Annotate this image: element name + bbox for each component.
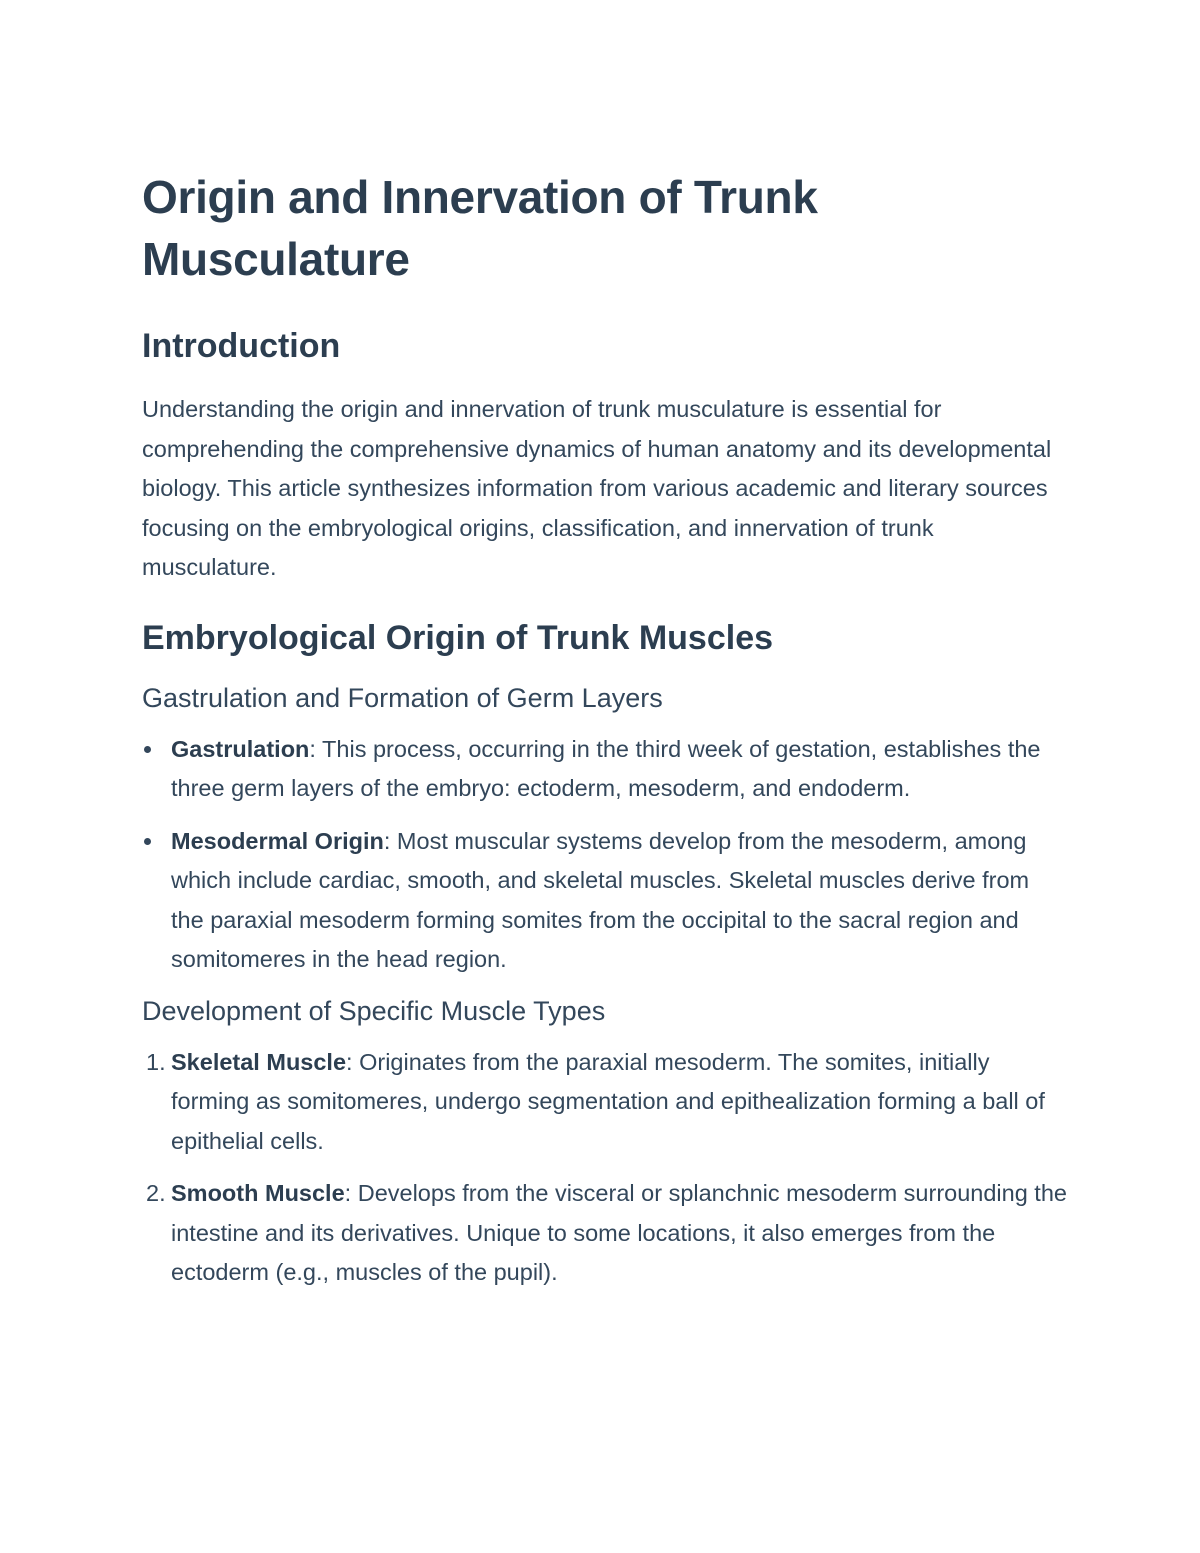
introduction-paragraph: Understanding the origin and innervation of trunk musculature is essential for comprehending the comprehensive dynamics of human anatomy and its developmental biology. This article synthesizes information from various academic and literary sources focusing on the embryological origins, classification, and innervation of trunk musculature.	[142, 396, 1052, 580]
document-page	[142, 166, 1067, 1306]
muscle-types-list	[142, 1043, 1067, 1293]
list-number: 1.	[146, 1048, 166, 1075]
list-item	[142, 822, 1067, 980]
list-item-text: : This process, occurring in the third week of gestation, establishes the three germ layers of the embryo: ectoderm, mesoderm, and endoderm.	[171, 735, 1041, 801]
gastrulation-subheading: Gastrulation and Formation of Germ Layers	[142, 682, 663, 713]
list-item-term: Gastrulation	[171, 735, 310, 762]
list-item-term: Mesodermal Origin	[171, 827, 384, 854]
list-item	[142, 730, 1067, 809]
embryology-heading: Embryological Origin of Trunk Muscles	[142, 618, 774, 657]
list-item-text: : Originates from the paraxial mesoderm. The somites, initially forming as somitomeres, undergo segmentation and epithealization forming a ball of epithelial cells.	[171, 1048, 1045, 1154]
introduction-heading: Introduction	[142, 327, 341, 365]
list-item-term: Smooth Muscle	[171, 1180, 345, 1206]
list-item-text: : Develops from the visceral or splanchnic mesoderm surrounding the intestine and its derivatives. Unique to some locations, it also emerges from the ectoderm (e.g., muscles of the pupil).	[171, 1180, 1067, 1285]
bullet-icon	[144, 746, 151, 753]
list-item	[142, 1174, 1067, 1293]
list-item-term: Skeletal Muscle	[171, 1048, 347, 1075]
gastrulation-list	[142, 730, 1067, 980]
page-title: Origin and Innervation of Trunk Musculature	[142, 171, 818, 285]
bullet-icon	[144, 838, 151, 845]
list-item	[142, 1043, 1067, 1162]
list-number: 2.	[146, 1180, 166, 1206]
muscle-types-subheading: Development of Specific Muscle Types	[142, 995, 606, 1026]
list-item-text: : Most muscular systems develop from the mesoderm, among which include cardiac, smooth, and skeletal muscles. Skeletal muscles derive from the paraxial mesoderm forming somites from the occipital to the sacral region and somitomeres in the head region.	[171, 827, 1030, 972]
